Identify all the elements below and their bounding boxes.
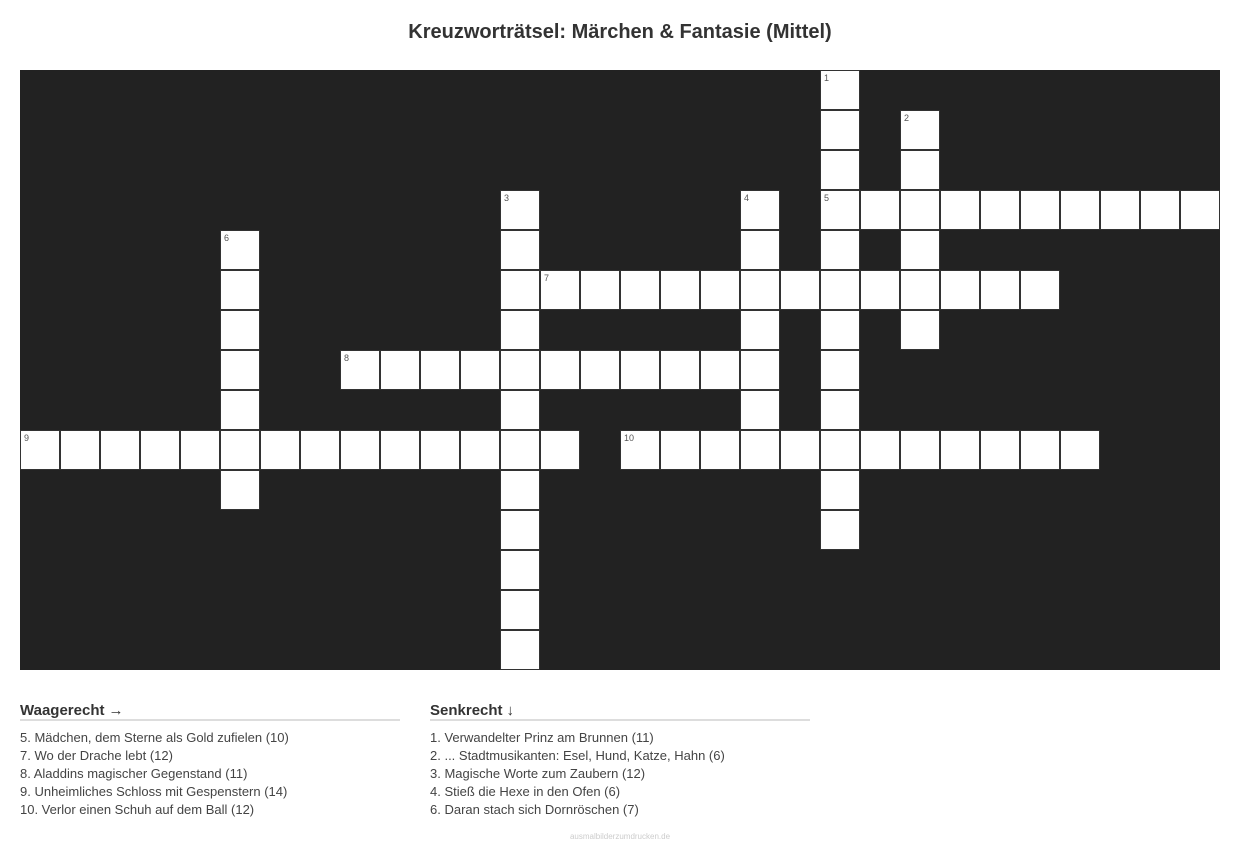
clue-across-item: 5. Mädchen, dem Sterne als Gold zufielen (10) (20, 730, 289, 745)
crossword-cell[interactable] (700, 270, 740, 310)
crossword-cell[interactable] (900, 270, 940, 310)
crossword-cell[interactable] (460, 430, 500, 470)
crossword-cell[interactable] (500, 350, 540, 390)
crossword-cell[interactable] (820, 70, 860, 110)
crossword-cell[interactable] (140, 430, 180, 470)
crossword-cell[interactable] (1180, 190, 1220, 230)
crossword-cell[interactable] (660, 430, 700, 470)
crossword-cell[interactable] (740, 430, 780, 470)
clue-number: 5 (824, 193, 830, 203)
crossword-cell[interactable] (980, 270, 1020, 310)
crossword-cell[interactable] (220, 430, 260, 470)
clues-across (20, 702, 400, 819)
crossword-cell[interactable] (500, 230, 540, 270)
clue-number: 1 (824, 73, 830, 83)
crossword-cell[interactable] (300, 430, 340, 470)
crossword-cell[interactable] (220, 470, 260, 510)
crossword-cell[interactable] (700, 350, 740, 390)
crossword-cell[interactable] (380, 430, 420, 470)
crossword-cell[interactable] (820, 390, 860, 430)
crossword-cell[interactable] (820, 190, 860, 230)
clue-across-item: 9. Unheimliches Schloss mit Gespenstern (14) (20, 784, 288, 799)
clue-across-item: 8. Aladdins magischer Gegenstand (11) (20, 766, 248, 781)
clue-number: 10 (624, 433, 635, 443)
crossword-cell[interactable] (220, 270, 260, 310)
crossword-cell[interactable] (820, 470, 860, 510)
clue-number: 6 (224, 233, 230, 243)
crossword-cell[interactable] (660, 270, 700, 310)
clues-across-title: Waagerecht (20, 702, 105, 719)
crossword-cell[interactable] (780, 270, 820, 310)
crossword-cell[interactable] (900, 110, 940, 150)
crossword-cell[interactable] (820, 350, 860, 390)
crossword-cell[interactable] (500, 430, 540, 470)
crossword-cell[interactable] (540, 350, 580, 390)
crossword-grid (20, 70, 1220, 670)
crossword-cell[interactable] (820, 110, 860, 150)
crossword-cell[interactable] (460, 350, 500, 390)
clue-down-item: 1. Verwandelter Prinz am Brunnen (11) (430, 730, 654, 745)
clue-number: 3 (504, 193, 510, 203)
crossword-cell[interactable] (980, 430, 1020, 470)
clue-number: 2 (904, 113, 910, 123)
crossword-cell[interactable] (820, 310, 860, 350)
crossword-cell[interactable] (500, 310, 540, 350)
clue-number: 4 (744, 193, 750, 203)
page-title: Kreuzworträtsel: Märchen & Fantasie (Mittel) (408, 21, 832, 43)
crossword-cell[interactable] (20, 430, 60, 470)
clue-down-item: 2. ... Stadtmusikanten: Esel, Hund, Katze, Hahn (6) (430, 748, 725, 763)
crossword-cell[interactable] (1140, 190, 1180, 230)
clues-down-title: Senkrecht (430, 702, 503, 719)
crossword-cell[interactable] (500, 630, 540, 670)
crossword-cell[interactable] (740, 350, 780, 390)
crossword-cell[interactable] (500, 270, 540, 310)
crossword-cell[interactable] (820, 430, 860, 470)
crossword-cell[interactable] (740, 230, 780, 270)
crossword-cell[interactable] (60, 430, 100, 470)
clues-across-heading (20, 702, 400, 721)
crossword-cell[interactable] (740, 270, 780, 310)
crossword-cell[interactable] (100, 430, 140, 470)
clue-across-item: 7. Wo der Drache lebt (12) (20, 748, 173, 763)
crossword-cell[interactable] (900, 190, 940, 230)
crossword-cell[interactable] (220, 230, 260, 270)
crossword-cell[interactable] (740, 390, 780, 430)
crossword-cell[interactable] (940, 270, 980, 310)
crossword-cell[interactable] (900, 310, 940, 350)
crossword-cell[interactable] (340, 350, 380, 390)
crossword-cell[interactable] (220, 310, 260, 350)
crossword-cell[interactable] (420, 350, 460, 390)
crossword-cell[interactable] (1020, 190, 1060, 230)
crossword-cell[interactable] (500, 390, 540, 430)
crossword-cell[interactable] (940, 190, 980, 230)
arrow-right-icon: → (108, 702, 124, 719)
crossword-cell[interactable] (1020, 270, 1060, 310)
clue-number: 8 (344, 353, 350, 363)
crossword-cell[interactable] (940, 430, 980, 470)
clue-across-item: 10. Verlor einen Schuh auf dem Ball (12) (20, 802, 255, 817)
crossword-cell[interactable] (580, 270, 620, 310)
crossword-cell[interactable] (620, 430, 660, 470)
crossword-cell[interactable] (860, 270, 900, 310)
crossword-cell[interactable] (820, 230, 860, 270)
clue-down-item: 6. Daran stach sich Dornröschen (7) (430, 802, 639, 817)
crossword-cell[interactable] (660, 350, 700, 390)
crossword-cell[interactable] (980, 190, 1020, 230)
crossword-cell[interactable] (860, 190, 900, 230)
crossword-cell[interactable] (620, 270, 660, 310)
crossword-cell[interactable] (500, 470, 540, 510)
crossword-cell[interactable] (340, 430, 380, 470)
crossword-cell[interactable] (420, 430, 460, 470)
crossword-cell[interactable] (780, 430, 820, 470)
crossword-cell[interactable] (700, 430, 740, 470)
crossword-cell[interactable] (220, 390, 260, 430)
crossword-cell[interactable] (540, 270, 580, 310)
crossword-cell[interactable] (1100, 190, 1140, 230)
crossword-cell[interactable] (820, 150, 860, 190)
clue-down-item: 3. Magische Worte zum Zaubern (12) (430, 766, 646, 781)
crossword-cell[interactable] (820, 510, 860, 550)
crossword-cell[interactable] (1060, 430, 1100, 470)
crossword-cell[interactable] (860, 430, 900, 470)
footer-credit: ausmalbilderzumdrucken.de (569, 832, 671, 841)
crossword-cell[interactable] (220, 350, 260, 390)
clue-number: 9 (24, 433, 30, 443)
crossword-cell[interactable] (1020, 430, 1060, 470)
crossword-cell[interactable] (500, 550, 540, 590)
crossword-cell[interactable] (740, 310, 780, 350)
crossword-cell[interactable] (1060, 190, 1100, 230)
crossword-cell[interactable] (260, 430, 300, 470)
crossword-cell[interactable] (900, 430, 940, 470)
crossword-cell[interactable] (500, 590, 540, 630)
clue-number: 7 (544, 273, 550, 283)
crossword-cell[interactable] (580, 350, 620, 390)
clues-down (430, 702, 810, 819)
crossword-cell[interactable] (380, 350, 420, 390)
clues-down-heading (430, 702, 810, 721)
crossword-cell[interactable] (740, 190, 780, 230)
crossword-cell[interactable] (500, 510, 540, 550)
crossword-cell[interactable] (540, 430, 580, 470)
crossword-cell[interactable] (180, 430, 220, 470)
crossword-cell[interactable] (500, 190, 540, 230)
crossword-cell[interactable] (620, 350, 660, 390)
crossword-cell[interactable] (900, 230, 940, 270)
crossword-cell[interactable] (900, 150, 940, 190)
crossword-cell[interactable] (820, 270, 860, 310)
arrow-down-icon: ↓ (506, 702, 515, 719)
clue-down-item: 4. Stieß die Hexe in den Ofen (6) (430, 784, 621, 799)
